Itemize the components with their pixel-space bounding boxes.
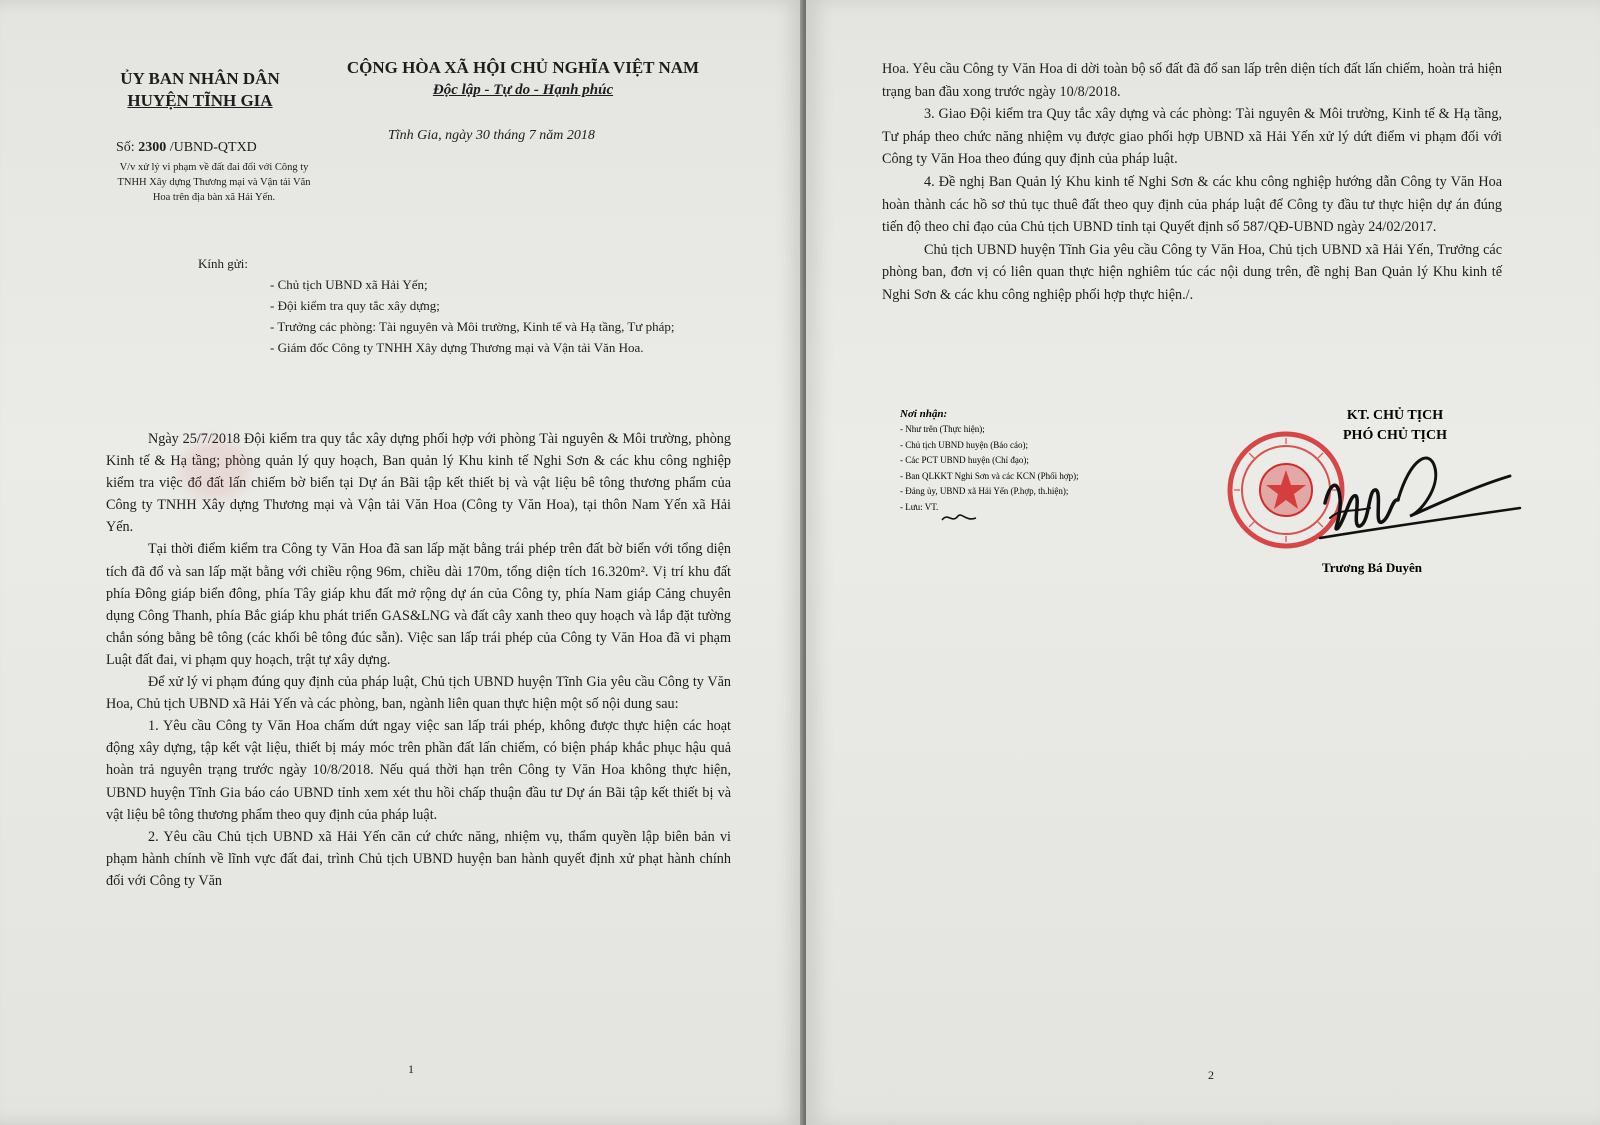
- recipient-item: - Chủ tịch UBND xã Hải Yến;: [270, 277, 428, 292]
- initial-mark-icon: [940, 510, 980, 526]
- body-text-page-1: [106, 428, 731, 892]
- handwritten-signature-icon: [1220, 438, 1540, 568]
- body-paragraph: Để xử lý vi phạm đúng quy định của pháp luật, Chủ tịch UBND huyện Tĩnh Gia yêu cầu Công ty Văn Hoa, Chủ tịch UBND xã Hải Yến và các phòng, ban, ngành liên quan thực hiện một số nội dung sau:: [106, 674, 731, 713]
- noi-nhan-item: - Các PCT UBND huyện (Chỉ đạo);: [900, 455, 1029, 466]
- nation-name: CỘNG HÒA XÃ HỘI CHỦ NGHĨA VIỆT NAM: [346, 58, 700, 77]
- doc-number-value: 2300: [138, 140, 167, 155]
- doc-number-prefix: Số:: [116, 140, 135, 155]
- body-paragraph: Tại thời điểm kiểm tra Công ty Văn Hoa đã san lấp mặt bằng trái phép trên đất bờ biển với tổng diện tích đã đổ và san lấp mặt bằng với chiều rộng 96m, chiều dài 170m, tổng diện tích 16.320m². Vị trí khu đất phía Đông giáp biển đông, phía Tây giáp khu đất mở rộng dự án của Công ty, phía Nam giáp Cảng chuyên dụng Công Thanh, phía Bắc giáp khu phát triển GAS&LNG và đất cây xanh theo quy hoạch và lắp đặt tường chắn sóng bằng bê tông (các khối bê tông đúc sẵn). Việc san lấp trái phép của Công ty Văn Hoa đã vi phạm Luật đất đai, vi phạm quy hoạch, trật tự xây dựng.: [106, 541, 731, 668]
- recipient-item: - Đội kiểm tra quy tắc xây dựng;: [270, 298, 440, 313]
- recipient-item: - Giám đốc Công ty TNHH Xây dựng Thương mại và Vận tải Văn Hoa.: [270, 340, 644, 355]
- document-number: [116, 140, 257, 156]
- national-header: [318, 56, 728, 102]
- recipient-item: - Trưởng các phòng: Tài nguyên và Môi trường, Kinh tế và Hạ tầng, Tư pháp;: [270, 319, 675, 334]
- agency-line-1: ỦY BAN NHÂN DÂN: [120, 69, 280, 88]
- recipient-list: [270, 274, 730, 358]
- agency-line-2: HUYỆN TĨNH GIA: [127, 91, 273, 110]
- issuing-agency: [100, 68, 300, 112]
- doc-number-suffix: /UBND-QTXD: [169, 140, 257, 155]
- page-number-1: 1: [408, 1062, 414, 1076]
- sign-role-label: PHÓ CHỦ TỊCH: [1343, 428, 1447, 443]
- place-and-date: Tĩnh Gia, ngày 30 tháng 7 năm 2018: [388, 128, 595, 143]
- body-paragraph: 4. Đề nghị Ban Quản lý Khu kinh tế Nghi Sơn & các khu công nghiệp hướng dẫn Công ty Văn Hoa hoàn thành các hồ sơ thủ tục thuê đất theo quy định của pháp luật để Công ty đầu tư thực hiện dự án đúng tiến độ theo chỉ đạo của Chủ tịch UBND tỉnh tại Quyết định số 587/QĐ-UBND ngày 24/02/2017.: [882, 173, 1502, 236]
- noi-nhan-item: - Ban QLKKT Nghi Sơn và các KCN (Phối hợp);: [900, 470, 1079, 481]
- signer-name: Trương Bá Duyên: [1322, 560, 1422, 575]
- noi-nhan-item: - Đảng ủy, UBND xã Hải Yến (P.hợp, th.hiện);: [900, 486, 1069, 497]
- kinh-gui-label: Kính gửi:: [198, 256, 249, 271]
- body-text-page-2: [882, 58, 1502, 307]
- noi-nhan-title: Nơi nhận:: [900, 408, 948, 420]
- body-paragraph: Ngày 25/7/2018 Đội kiểm tra quy tắc xây dựng phối hợp với phòng Tài nguyên & Môi trường, phòng Kinh tế & Hạ tầng; phòng quản lý quy hoạch, Ban quản lý Khu kinh tế Nghi Sơn & các khu công nghiệp kiểm tra việc đổ đất lấn chiếm bờ biển tại Dự án Bãi tập kết thiết bị và vật liệu bê tông thương phẩm của Công ty TNHH Xây dựng Thương mại và Vận tải Văn Hoa (Công ty Văn Hoa), tại thôn Nam Yến xã Hải Yến.: [106, 431, 731, 536]
- body-paragraph: Hoa. Yêu cầu Công ty Văn Hoa di dời toàn bộ số đất đã đổ san lấp trên diện tích đất lấn chiếm, hoàn trả hiện trạng ban đầu xong trước ngày 10/8/2018.: [882, 61, 1502, 100]
- sign-kt-label: KT. CHỦ TỊCH: [1346, 408, 1444, 423]
- national-motto: Độc lập - Tự do - Hạnh phúc: [432, 82, 614, 98]
- body-paragraph: 1. Yêu cầu Công ty Văn Hoa chấm dứt ngay việc san lấp trái phép, không được thực hiện các hoạt động xây dựng, tập kết vật liệu, thiết bị máy móc trên phần đất lấn chiếm, có biện pháp khắc phục hậu quả hoàn trả nguyên trạng trước ngày 10/8/2018. Nếu quá thời hạn trên Công ty Văn Hoa không thực hiện, UBND huyện Tĩnh Gia báo cáo UBND tỉnh xem xét thu hồi chấp thuận đầu tư Dự án Bãi tập kết thiết bị và vật liệu bê tông thương phẩm theo quy định của pháp luật.: [106, 718, 731, 823]
- seal-bleed-mark: [180, 440, 250, 500]
- noi-nhan-list: [900, 422, 1230, 516]
- document-subject: V/v xử lý vi phạm về đất đai đối với Công ty TNHH Xây dựng Thương mại và Vận tải Văn Hoa trên địa bàn xã Hải Yến.: [117, 162, 311, 203]
- body-paragraph: Chủ tịch UBND huyện Tĩnh Gia yêu cầu Công ty Văn Hoa, Chủ tịch UBND xã Hải Yến, Trưởng các phòng ban, đơn vị có liên quan thực hiện nghiêm túc các nội dung trên, đề nghị Ban Quản lý Khu kinh tế Nghi Sơn & các khu công nghiệp phối hợp thực hiện./.: [882, 241, 1502, 303]
- page-number-2: 2: [1208, 1068, 1214, 1082]
- body-paragraph: 3. Giao Đội kiểm tra Quy tắc xây dựng và các phòng: Tài nguyên & Môi trường, Kinh tế & Hạ tầng, Tư pháp theo chức năng nhiệm vụ được giao phối hợp UBND xã Hải Yến xử lý dứt điểm vi phạm đối với Công ty Văn Hoa theo đúng quy định của pháp luật.: [882, 106, 1502, 168]
- noi-nhan-item: - Lưu: VT.: [900, 501, 939, 512]
- noi-nhan-item: - Như trên (Thực hiện);: [900, 424, 985, 434]
- body-paragraph: 2. Yêu cầu Chủ tịch UBND xã Hải Yến căn cứ chức năng, nhiệm vụ, thẩm quyền lập biên bản vi phạm hành chính về lĩnh vực đất đai, trình Chủ tịch UBND huyện ban hành quyết định xử phạt hành chính đối với Công ty Văn: [106, 828, 731, 889]
- noi-nhan-item: - Chủ tịch UBND huyện (Báo cáo);: [900, 439, 1028, 450]
